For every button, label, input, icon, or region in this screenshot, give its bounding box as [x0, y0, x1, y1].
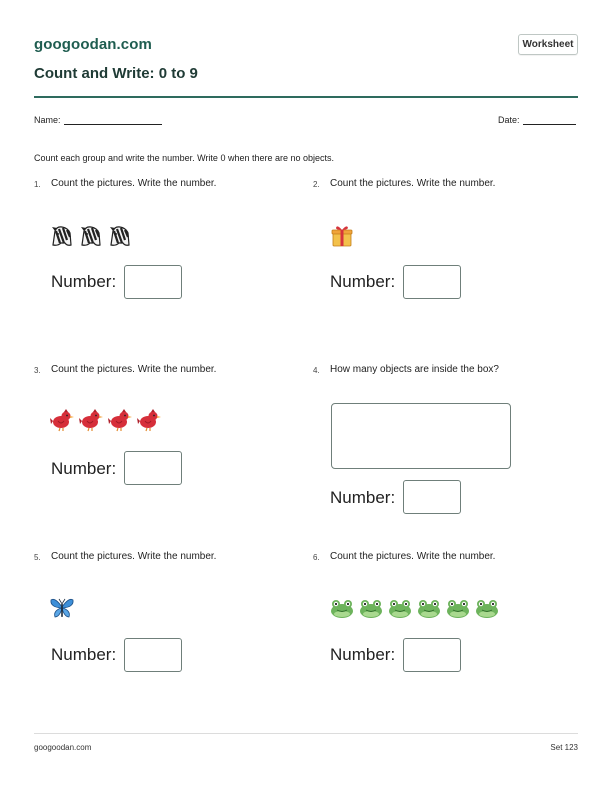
footer-divider — [34, 733, 578, 734]
frog-icon — [358, 595, 384, 621]
question-text: Count the pictures. Write the number. — [51, 178, 217, 189]
answer-box-5[interactable] — [124, 638, 182, 672]
picture-group-2 — [329, 223, 355, 249]
date-label: Date: — [498, 115, 520, 125]
answer-box-3[interactable] — [124, 451, 182, 485]
header-divider — [34, 96, 578, 98]
gift-icon — [329, 223, 355, 249]
picture-group-3 — [49, 407, 162, 433]
question-number: 4. — [313, 366, 320, 375]
question-number: 3. — [34, 366, 41, 375]
picture-group-6 — [329, 595, 500, 621]
question-text: Count the pictures. Write the number. — [51, 551, 217, 562]
zebra-icon — [78, 223, 104, 249]
zebra-icon — [49, 223, 75, 249]
bird-icon — [136, 407, 162, 433]
question-number: 5. — [34, 553, 41, 562]
bird-icon — [78, 407, 104, 433]
butterfly-icon — [49, 595, 75, 621]
site-brand: googoodan.com — [34, 36, 152, 53]
number-label: Number: — [51, 272, 117, 291]
answer-box-2[interactable] — [403, 265, 461, 299]
date-field[interactable] — [498, 115, 576, 125]
number-label: Number: — [51, 645, 117, 664]
number-label: Number: — [330, 645, 396, 664]
question-number: 1. — [34, 180, 41, 189]
answer-box-1[interactable] — [124, 265, 182, 299]
question-text: How many objects are inside the box? — [330, 364, 499, 375]
name-line[interactable] — [64, 124, 162, 125]
bird-icon — [107, 407, 133, 433]
frog-icon — [387, 595, 413, 621]
instructions: Count each group and write the number. Write 0 when there are no objects. — [34, 153, 335, 163]
zebra-icon — [107, 223, 133, 249]
answer-box-4[interactable] — [403, 480, 461, 514]
worksheet-badge: Worksheet — [518, 34, 578, 55]
empty-object-box — [331, 403, 511, 469]
page-title: Count and Write: 0 to 9 — [34, 65, 198, 82]
frog-icon — [445, 595, 471, 621]
frog-icon — [474, 595, 500, 621]
question-number: 6. — [313, 553, 320, 562]
question-number: 2. — [313, 180, 320, 189]
question-text: Count the pictures. Write the number. — [51, 364, 217, 375]
name-field[interactable] — [34, 115, 162, 125]
question-text: Count the pictures. Write the number. — [330, 178, 496, 189]
footer-site: googoodan.com — [34, 743, 92, 752]
bird-icon — [49, 407, 75, 433]
frog-icon — [416, 595, 442, 621]
number-label: Number: — [330, 272, 396, 291]
number-label: Number: — [51, 459, 117, 478]
frog-icon — [329, 595, 355, 621]
name-label: Name: — [34, 115, 61, 125]
answer-box-6[interactable] — [403, 638, 461, 672]
date-line[interactable] — [523, 124, 576, 125]
question-text: Count the pictures. Write the number. — [330, 551, 496, 562]
picture-group-5 — [49, 595, 75, 621]
picture-group-1 — [49, 223, 133, 249]
footer-set-number: Set 123 — [550, 743, 578, 752]
number-label: Number: — [330, 488, 396, 507]
